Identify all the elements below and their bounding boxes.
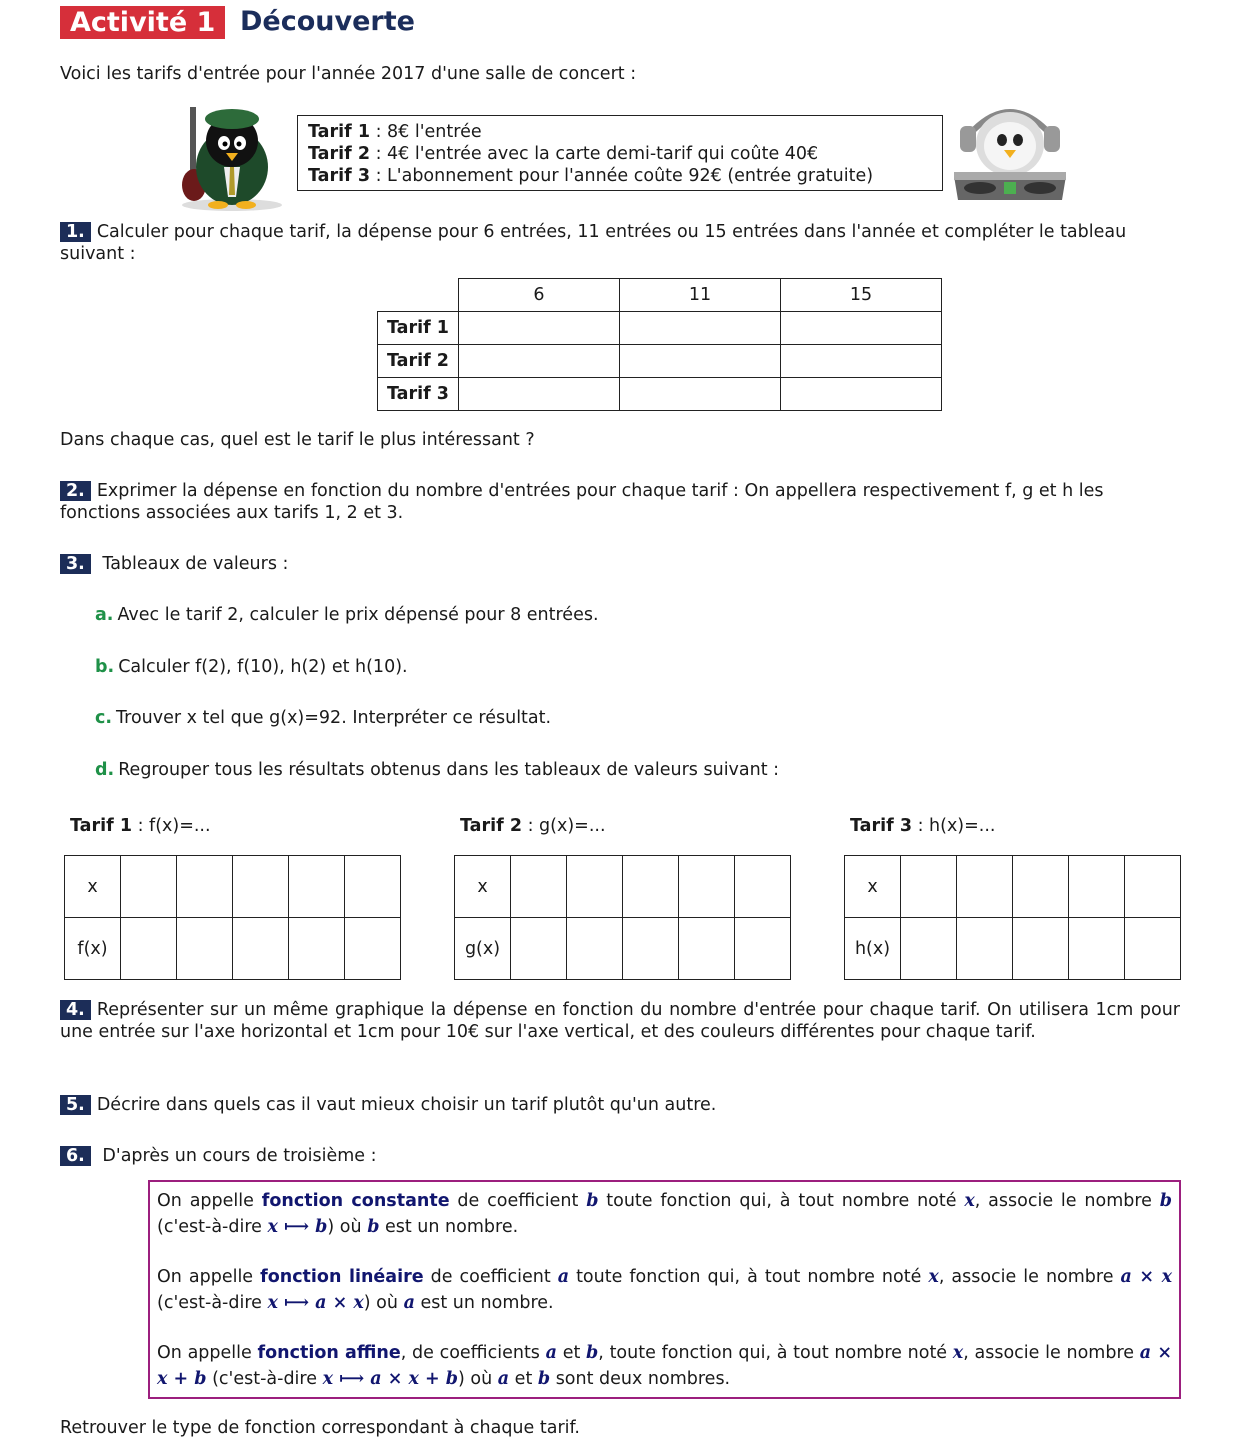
value-cell[interactable]	[623, 918, 679, 980]
value-cell[interactable]	[345, 918, 401, 980]
value-table-h	[844, 855, 1181, 980]
question-number-1: 1.	[60, 222, 91, 242]
question-2: 2. Exprimer la dépense en fonction du nombre d'entrées pour chaque tarif : On appellera respectivement f, g et h les fonctions associées aux tarifs 1, 2 et 3.	[60, 481, 1104, 523]
page-title: Découverte	[240, 6, 415, 37]
table-row	[378, 345, 942, 378]
sub-question-d: d. Regrouper tous les résultats obtenus dans les tableaux de valeurs suivant :	[95, 760, 780, 780]
table-row	[455, 918, 791, 980]
value-cell[interactable]	[121, 856, 177, 918]
value-cell[interactable]	[567, 918, 623, 980]
answer-cell[interactable]	[459, 378, 620, 411]
answer-cell[interactable]	[620, 312, 781, 345]
tarif-line-1: Tarif 1 : 8€ l'entrée	[308, 122, 482, 142]
value-cell[interactable]	[1013, 918, 1069, 980]
value-cell[interactable]	[289, 918, 345, 980]
question-3: 3. Tableaux de valeurs :	[60, 553, 1180, 575]
sub-question-b: b. Calculer f(2), f(10), h(2) et h(10).	[95, 657, 408, 677]
final-instruction: Retrouver le type de fonction correspondant à chaque tarif.	[60, 1418, 580, 1438]
value-cell[interactable]	[345, 856, 401, 918]
answer-cell[interactable]	[459, 312, 620, 345]
value-cell[interactable]	[289, 856, 345, 918]
dj-penguin-image	[950, 96, 1070, 204]
table-row	[65, 918, 401, 980]
empty-corner-cell	[378, 279, 459, 312]
value-cell[interactable]	[623, 856, 679, 918]
value-cell[interactable]	[1125, 918, 1181, 980]
value-cell[interactable]	[1013, 856, 1069, 918]
answer-cell[interactable]	[781, 312, 942, 345]
value-cell[interactable]	[679, 856, 735, 918]
value-cell[interactable]	[1069, 918, 1125, 980]
value-cell[interactable]	[177, 856, 233, 918]
value-cell[interactable]	[901, 918, 957, 980]
answer-cell[interactable]	[459, 345, 620, 378]
definitions-box	[148, 1180, 1181, 1399]
value-cell[interactable]	[1125, 856, 1181, 918]
value-cell[interactable]	[1069, 856, 1125, 918]
value-cell[interactable]	[957, 856, 1013, 918]
question-number-5: 5.	[60, 1095, 91, 1115]
question-number-6: 6.	[60, 1146, 91, 1166]
question-1: 1. Calculer pour chaque tarif, la dépense pour 6 entrées, 11 entrées ou 15 entrées dans l'année et compléter le tableau suivant :	[60, 222, 1127, 264]
rocker-penguin-image	[172, 97, 290, 213]
row-label: f(x)	[65, 918, 121, 980]
table-row	[378, 312, 942, 345]
value-table-title-3: Tarif 3 : h(x)=...	[850, 816, 996, 836]
activity-badge: Activité 1	[60, 6, 225, 39]
column-header: 15	[781, 279, 942, 312]
question-4: 4. Représenter sur un même graphique la dépense en fonction du nombre d'entrée pour chaque tarif. On utilisera 1cm pour une entrée sur l'axe horizontal et 1cm pour 10€ sur l'axe vertical, et des couleurs différentes pour chaque tarif.	[60, 1000, 1180, 1042]
table-row	[845, 856, 1181, 918]
intro-text: Voici les tarifs d'entrée pour l'année 2017 d'une salle de concert :	[60, 64, 637, 84]
question-5: 5. Décrire dans quels cas il vaut mieux choisir un tarif plutôt qu'un autre.	[60, 1094, 1180, 1116]
row-label: g(x)	[455, 918, 511, 980]
value-cell[interactable]	[901, 856, 957, 918]
definition-linear: On appelle fonction linéaire de coefficient a toute fonction qui, à tout nombre noté x, associe le nombre a × x (c'est-à-dire x ⟼ a × x) où a est un nombre.	[157, 1267, 1173, 1313]
value-cell[interactable]	[511, 918, 567, 980]
value-cell[interactable]	[233, 856, 289, 918]
definition-constant: On appelle fonction constante de coefficient b toute fonction qui, à tout nombre noté x, associe le nombre b (c'est-à-dire x ⟼ b) où b est un nombre.	[157, 1191, 1173, 1237]
value-cell[interactable]	[679, 918, 735, 980]
value-cell[interactable]	[233, 918, 289, 980]
value-table-g	[454, 855, 791, 980]
table-row	[378, 378, 942, 411]
column-header: 6	[459, 279, 620, 312]
value-cell[interactable]	[511, 856, 567, 918]
tarif-box	[297, 115, 943, 191]
value-cell[interactable]	[735, 856, 791, 918]
value-cell[interactable]	[567, 856, 623, 918]
question-number-2: 2.	[60, 481, 91, 501]
value-table-title-2: Tarif 2 : g(x)=...	[460, 816, 606, 836]
row-label: x	[455, 856, 511, 918]
sub-question-a: a. Avec le tarif 2, calculer le prix dépensé pour 8 entrées.	[95, 605, 599, 625]
answer-cell[interactable]	[781, 378, 942, 411]
table-row	[65, 856, 401, 918]
table-row	[845, 918, 1181, 980]
row-label: x	[845, 856, 901, 918]
question-number-4: 4.	[60, 1000, 91, 1020]
column-header: 11	[620, 279, 781, 312]
answer-cell[interactable]	[620, 345, 781, 378]
row-label: h(x)	[845, 918, 901, 980]
row-label: x	[65, 856, 121, 918]
question-6: 6. D'après un cours de troisième :	[60, 1145, 1180, 1167]
value-cell[interactable]	[121, 918, 177, 980]
question-number-3: 3.	[60, 554, 91, 574]
table-row	[455, 856, 791, 918]
value-table-title-1: Tarif 1 : f(x)=...	[70, 816, 211, 836]
tarif-line-3: Tarif 3 : L'abonnement pour l'année coûte 92€ (entrée gratuite)	[308, 166, 874, 186]
answer-cell[interactable]	[620, 378, 781, 411]
row-header: Tarif 3	[378, 378, 459, 411]
sub-question-c: c. Trouver x tel que g(x)=92. Interpréter ce résultat.	[95, 708, 552, 728]
value-table-f	[64, 855, 401, 980]
tarif-comparison-table	[377, 278, 942, 411]
value-cell[interactable]	[957, 918, 1013, 980]
row-header: Tarif 1	[378, 312, 459, 345]
definition-affine: On appelle fonction affine, de coefficients a et b, toute fonction qui, à tout nombre noté x, associe le nombre a × x + b (c'est-à-dire x ⟼ a × x + b) où a et b sont deux nombres.	[157, 1343, 1172, 1389]
tarif-line-2: Tarif 2 : 4€ l'entrée avec la carte demi-tarif qui coûte 40€	[308, 144, 819, 164]
row-header: Tarif 2	[378, 345, 459, 378]
value-cell[interactable]	[735, 918, 791, 980]
table-header-row	[378, 279, 942, 312]
question-1-follow-up: Dans chaque cas, quel est le tarif le plus intéressant ?	[60, 430, 535, 450]
value-cell[interactable]	[177, 918, 233, 980]
answer-cell[interactable]	[781, 345, 942, 378]
